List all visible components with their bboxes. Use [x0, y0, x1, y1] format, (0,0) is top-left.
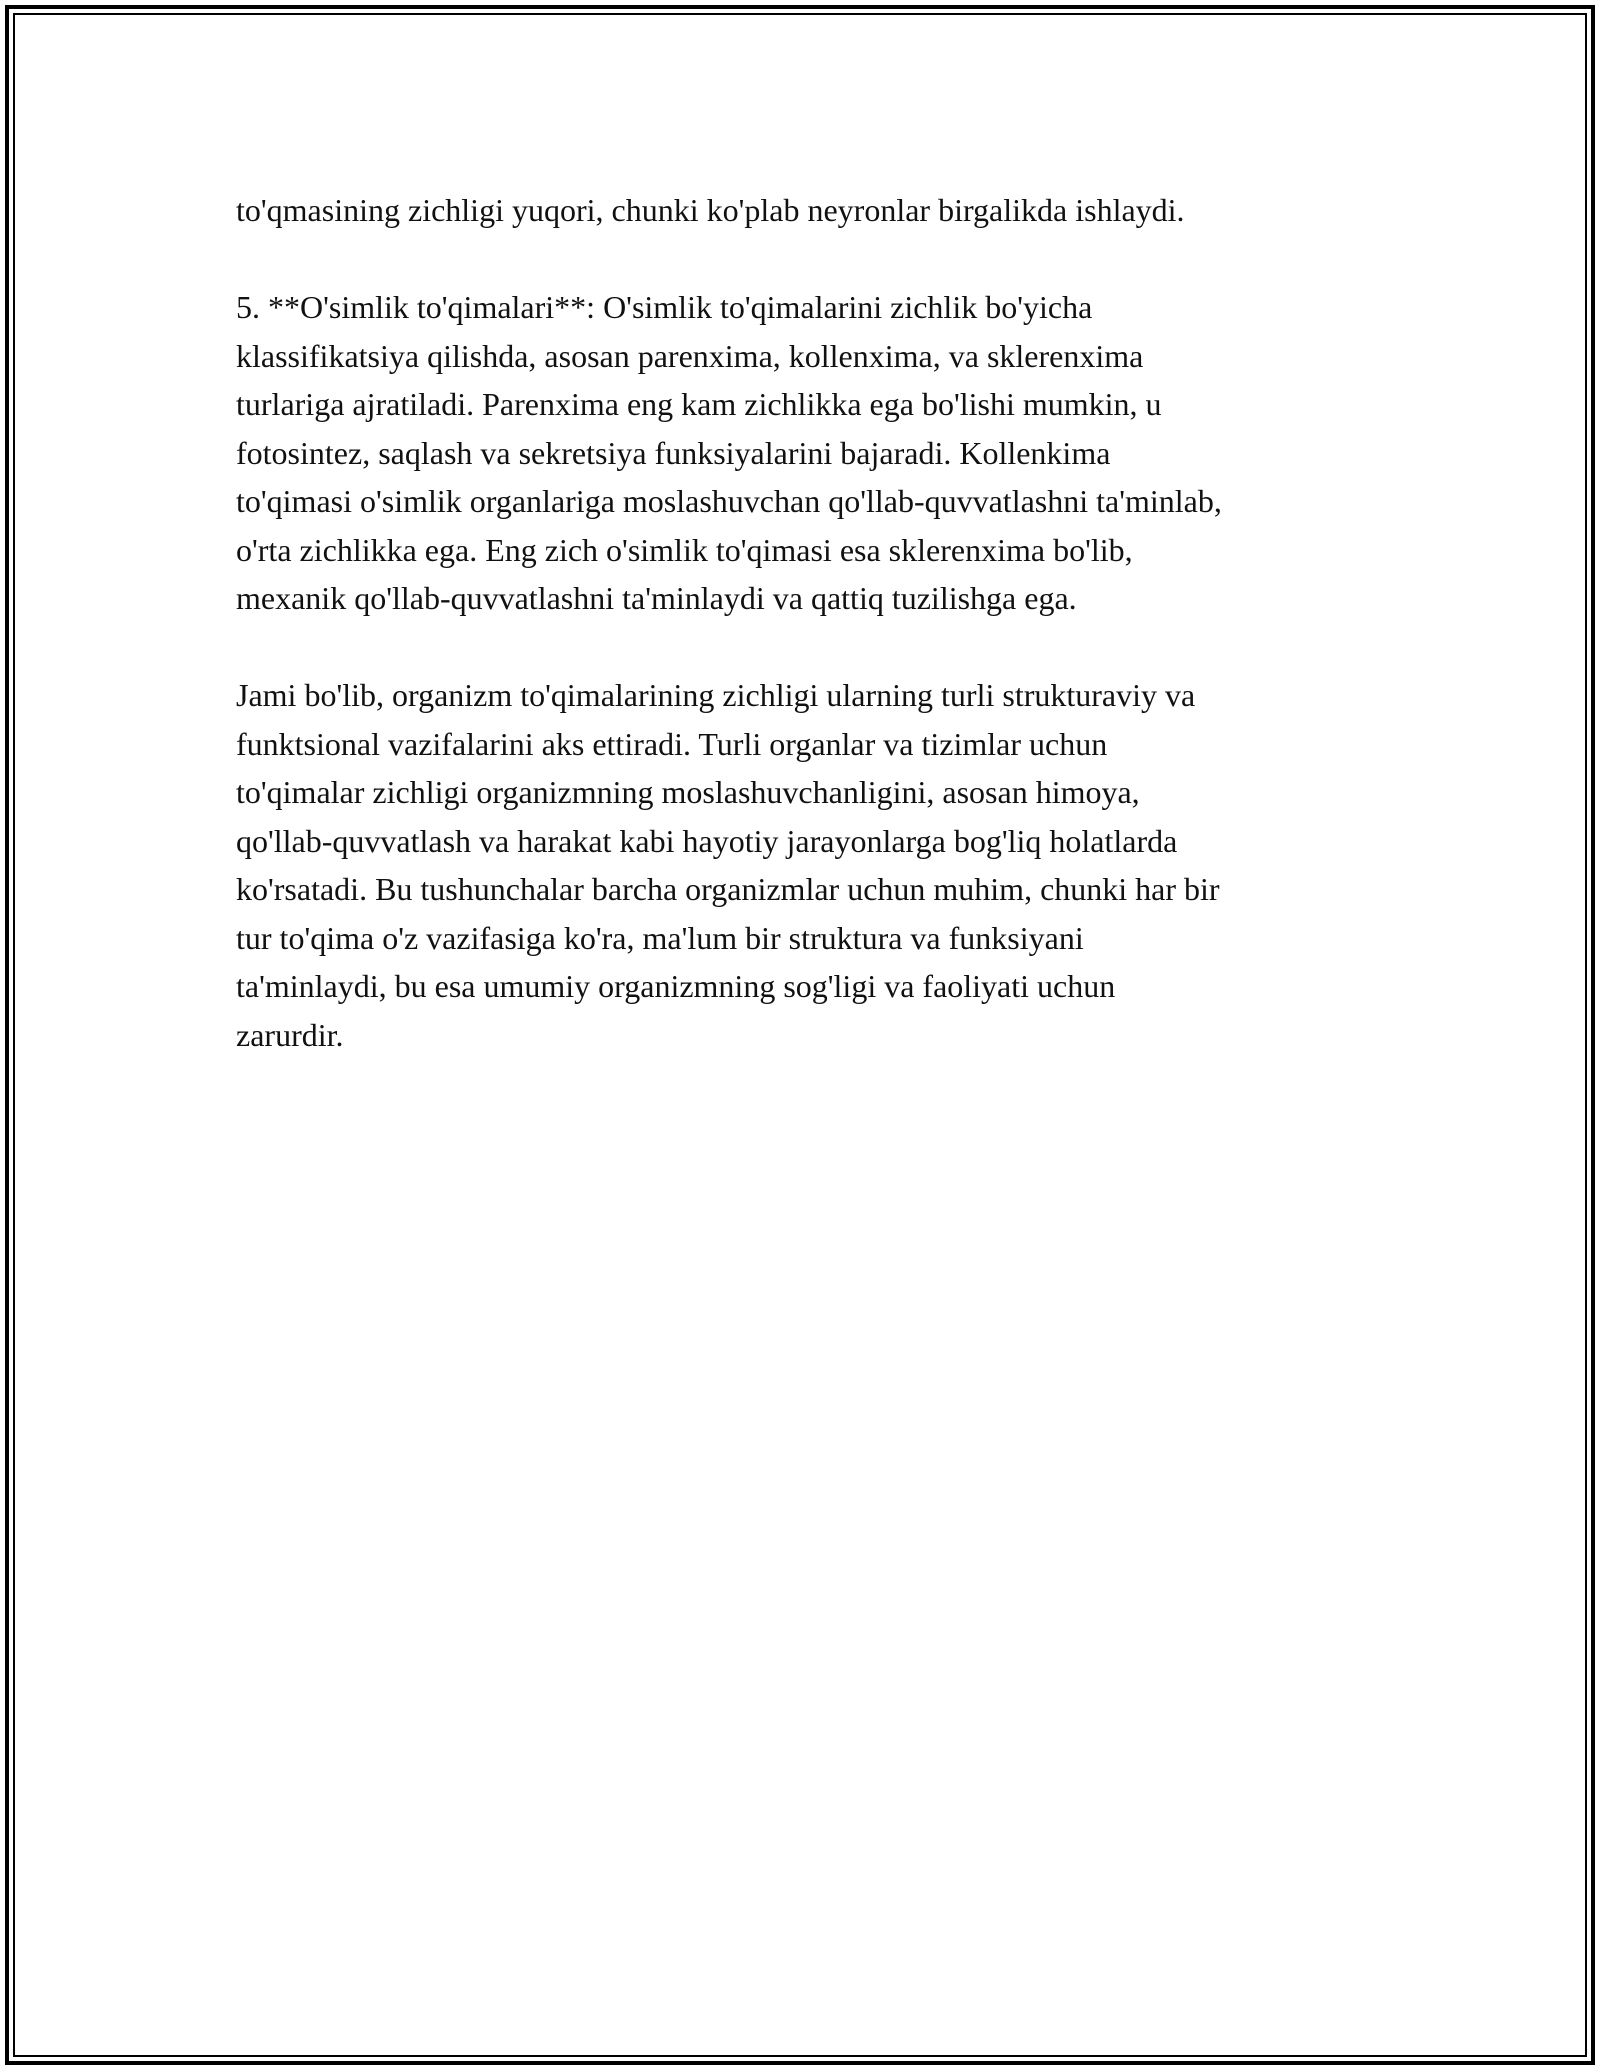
document-body [236, 186, 1376, 1108]
text-line: to'qmasining zichligi yuqori, chunki ko'plab neyronlar birgalikda ishlaydi. [236, 192, 1185, 228]
text-line: tur to'qima o'z vazifasiga ko'ra, ma'lum bir struktura va funksiyani [236, 919, 1084, 956]
text-line: ko'rsatadi. Bu tushunchalar barcha organizmlar uchun muhim, chunki har bir [236, 871, 1220, 907]
paragraph-conclusion [236, 671, 1376, 1059]
text-line: mexanik qo'llab-quvvatlashni ta'minlaydi va qattiq tuzilishga ega. [236, 580, 1077, 616]
text-line: zarurdir. [236, 1016, 344, 1053]
text-line: turlariga ajratiladi. Parenxima eng kam zichlikka ega bo'lishi mumkin, u [236, 386, 1162, 422]
text-line: klassifikatsiya qilishda, asosan parenxima, kollenxima, va sklerenxima [236, 337, 1144, 374]
text-line: o'rta zichlikka ega. Eng zich o'simlik to'qimasi esa sklerenxima bo'lib, [236, 531, 1133, 568]
text-line: fotosintez, saqlash va sekretsiya funksiyalarini bajaradi. Kollenkima [236, 434, 1111, 471]
text-line: ta'minlaydi, bu esa umumiy organizmning sog'ligi va faoliyati uchun [236, 968, 1116, 1004]
paragraph-neural-tissue [236, 186, 1376, 235]
paragraph-plant-tissues [236, 283, 1376, 623]
text-line: funktsional vazifalarini aks ettiradi. Turli organlar va tizimlar uchun [236, 725, 1108, 762]
text-line: qo'llab-quvvatlash va harakat kabi hayotiy jarayonlarga bog'liq holatlarda [236, 822, 1178, 859]
text-line: to'qimasi o'simlik organlariga moslashuvchan qo'llab-quvvatlashni ta'minlab, [236, 483, 1222, 519]
text-line: 5. **O'simlik to'qimalari**: O'simlik to'qimalarini zichlik bo'yicha [236, 289, 1093, 325]
text-line: to'qimalar zichligi organizmning moslashuvchanligini, asosan himoya, [236, 774, 1140, 810]
text-line: Jami bo'lib, organizm to'qimalarining zichligi ularning turli strukturaviy va [236, 677, 1196, 713]
